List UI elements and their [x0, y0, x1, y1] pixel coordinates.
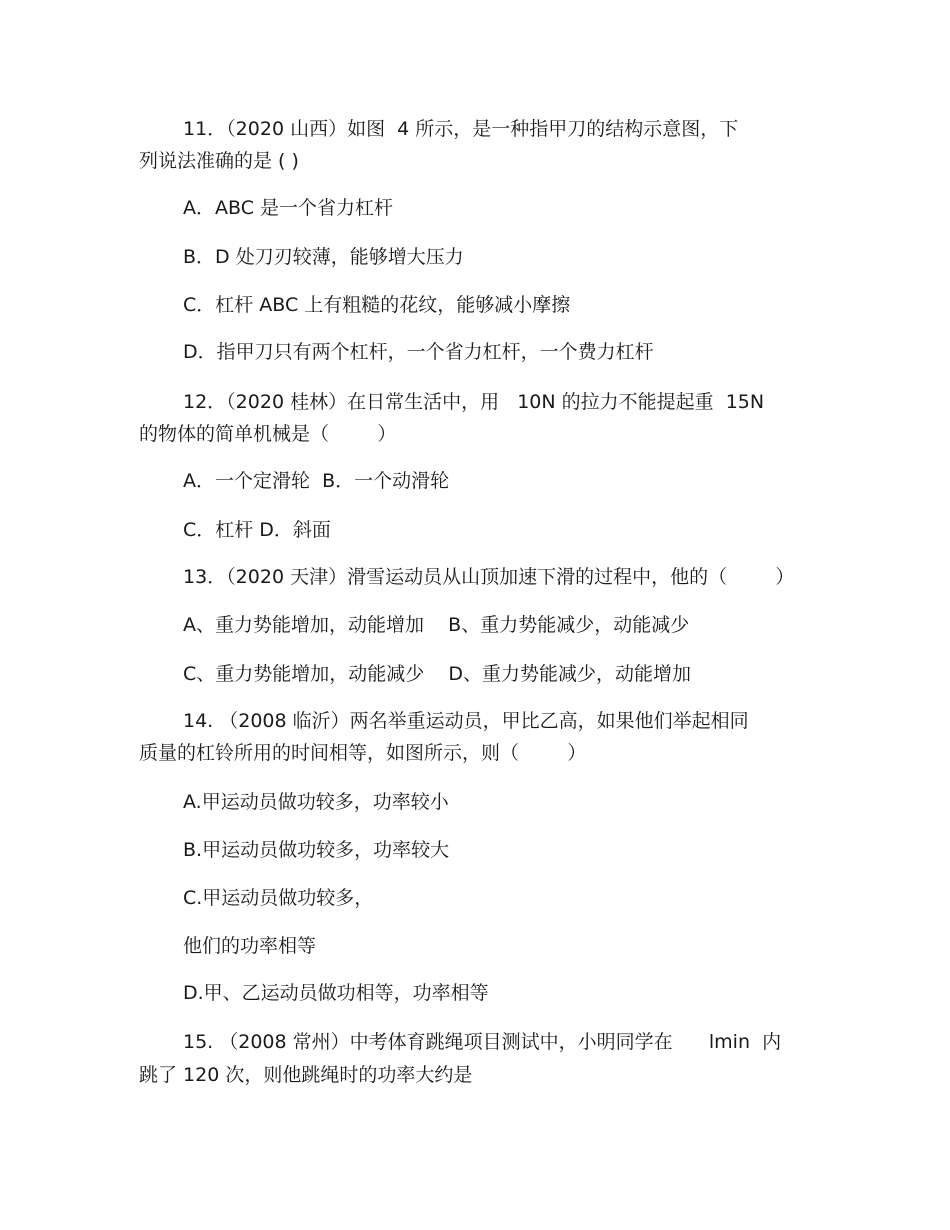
question-11-stem-line-2: 列说法准确的是 ( ) — [139, 150, 299, 172]
question-12-option-cd: C．杠杆 D．斜面 — [183, 519, 331, 541]
question-13-option-ab: A、重力势能增加，动能增加 B、重力势能减少，动能减少 — [183, 614, 690, 636]
question-12-stem-line-1: 12．（2020 桂林）在日常生活中，用 10N 的拉力不能提起重 15N — [183, 391, 765, 413]
question-12-option-ab: A．一个定滑轮 B．一个动滑轮 — [183, 470, 450, 492]
question-15-stem-line-2: 跳了 120 次，则他跳绳时的功率大约是 — [139, 1064, 473, 1086]
question-14-option-c-continued: 他们的功率相等 — [183, 935, 317, 957]
question-14-option-a: A.甲运动员做功较多，功率较小 — [183, 791, 449, 813]
question-11-option-b: B．D 处刀刃较薄，能够增大压力 — [183, 246, 464, 268]
question-14-option-c: C.甲运动员做功较多， — [183, 887, 374, 909]
question-14-option-d: D.甲、乙运动员做功相等，功率相等 — [183, 982, 489, 1004]
question-11-option-c: C．杠杆 ABC 上有粗糙的花纹，能够减小摩擦 — [183, 294, 571, 316]
question-14-stem-line-1: 14. （2008 临沂）两名举重运动员，甲比乙高，如果他们举起相同 — [183, 710, 749, 732]
question-12-stem-line-2: 的物体的简单机械是（ ） — [139, 423, 397, 445]
question-14-option-b: B.甲运动员做功较多，功率较大 — [183, 839, 450, 861]
question-11-option-d: D．指甲刀只有两个杠杆，一个省力杠杆，一个费力杠杆 — [183, 341, 654, 363]
question-13-option-cd: C、重力势能增加，动能减少 D、重力势能减少，动能增加 — [183, 663, 692, 685]
question-13-stem-line-1: 13．（2020 天津）滑雪运动员从山顶加速下滑的过程中，他的（ ） — [183, 566, 795, 588]
question-11-option-a: A．ABC 是一个省力杠杆 — [183, 197, 394, 219]
question-15-stem-line-1: 15. （2008 常州）中考体育跳绳项目测试中，小明同学在 lmin 内 — [183, 1031, 782, 1053]
question-11-stem-line-1: 11．（2020 山西）如图 4 所示，是一种指甲刀的结构示意图，下 — [183, 118, 739, 140]
question-14-stem-line-2: 质量的杠铃所用的时间相等，如图所示，则（ ） — [139, 742, 587, 764]
